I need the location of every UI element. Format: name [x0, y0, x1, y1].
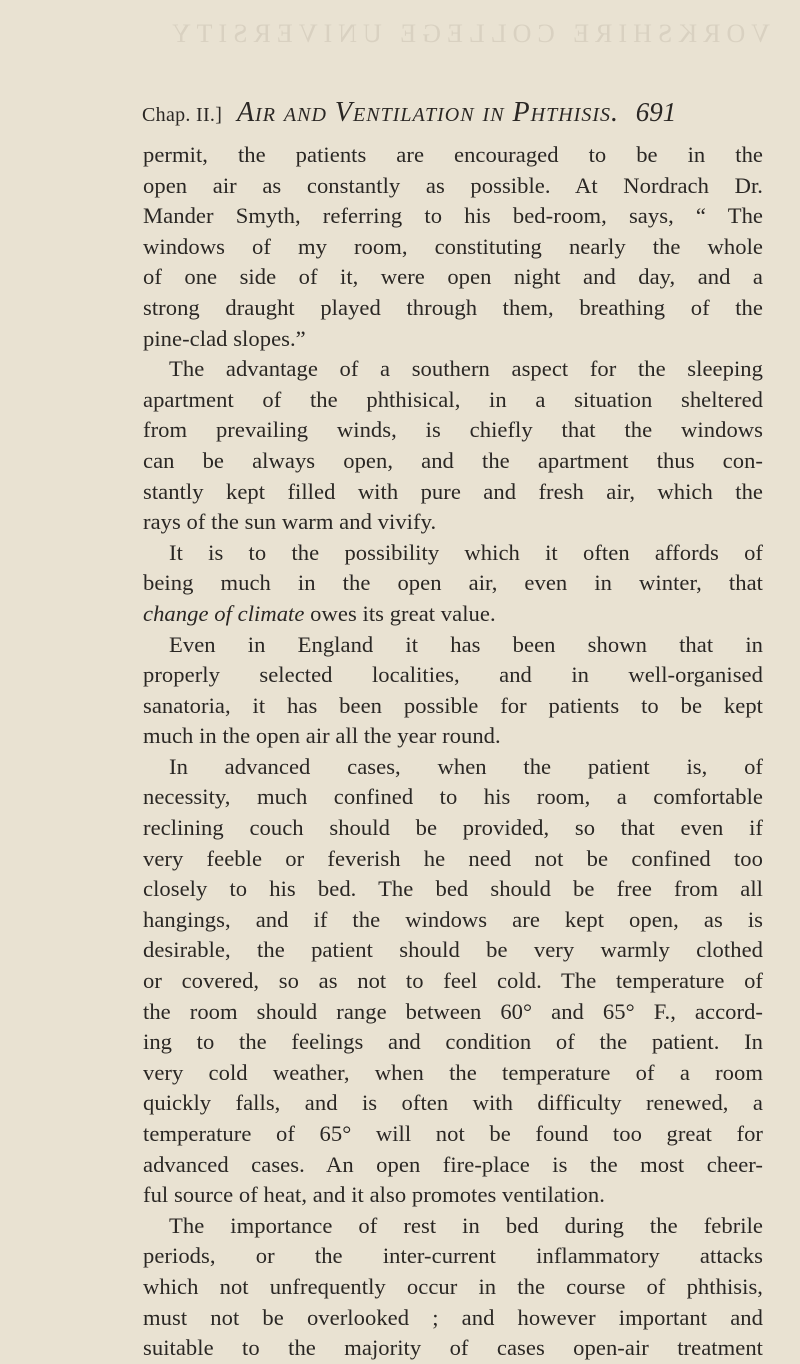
text-line: rays of the sun warm and vivify. [143, 509, 437, 535]
text-line: In advanced cases, when the patient is, of [169, 753, 763, 779]
text-line: can be always open, and the apartment thus con- [143, 447, 763, 473]
text-line: the room should range between 60° and 65° F., accord- [143, 998, 763, 1024]
text-line: desirable, the patient should be very warmly clothed [143, 937, 763, 963]
text-line: ful source of heat, and it also promotes ventilation. [143, 1182, 605, 1208]
text-line: ing to the feelings and condition of the patient. In [143, 1029, 763, 1055]
text-line: open air as constantly as possible. At Nordrach Dr. [143, 172, 763, 198]
text-run: owes its great value. [304, 600, 496, 626]
text-line: necessity, much confined to his room, a comfortable [143, 784, 763, 810]
text-line: of one side of it, were open night and day, and a [143, 264, 763, 290]
text-line: closely to his bed. The bed should be free from all [143, 876, 763, 902]
text-line: very cold weather, when the temperature of a room [143, 1059, 763, 1085]
text-line [143, 599, 763, 630]
text-line: The importance of rest in bed during the febrile [169, 1212, 763, 1238]
text-line: advanced cases. An open fire-place is the most cheer- [143, 1151, 763, 1177]
text-line: sanatoria, it has been possible for patients to be kept [143, 692, 763, 718]
page-number: 691 [635, 97, 677, 127]
text-line: temperature of 65° will not be found too great for [143, 1121, 763, 1146]
text-line: must not be overlooked ; and however important and [143, 1304, 763, 1330]
text-line: apartment of the phthisical, in a situation sheltered [143, 386, 763, 412]
chapter-label: Chap. II.] [142, 104, 223, 126]
text-line: or covered, so as not to feel cold. The temperature of [143, 968, 763, 994]
text-line: pine-clad slopes.” [143, 325, 306, 351]
text-line: permit, the patients are encouraged to be in the [143, 142, 763, 167]
text-line: The advantage of a southern aspect for the sleeping [169, 356, 763, 382]
text-line: stantly kept filled with pure and fresh air, which the [143, 478, 763, 504]
text-line: much in the open air all the year round. [143, 723, 501, 749]
text-line: suitable to the majority of cases open-air treatment [143, 1335, 763, 1361]
text-line: Mander Smyth, referring to his bed-room, says, “ The [143, 203, 763, 229]
text-line: hangings, and if the windows are kept open, as is [143, 906, 763, 932]
text-line: being much in the open air, even in winter, that [143, 570, 763, 596]
text-line: Even in England it has been shown that in [169, 631, 763, 657]
text-line: windows of my room, constituting nearly the whole [143, 233, 763, 259]
running-header [142, 92, 762, 132]
italic-phrase: change of climate [143, 600, 305, 626]
text-line: strong draught played through them, breathing of the [143, 294, 763, 320]
show-through-text: VORKSHIRE COLLEGE UNIVERSITY [165, 19, 770, 48]
text-line: quickly falls, and is often with difficulty renewed, a [143, 1090, 763, 1116]
running-title: Air and Ventilation in Phthisis. [236, 97, 619, 128]
text-line: periods, or the inter-current inflammatory attacks [143, 1243, 763, 1269]
text-line: very feeble or feverish he need not be confined too [143, 845, 763, 871]
text-line: which not unfrequently occur in the course of phthisis, [143, 1273, 763, 1299]
text-line: from prevailing winds, is chiefly that the windows [143, 417, 763, 443]
text-line: reclining couch should be provided, so that even if [143, 815, 763, 841]
text-line: It is to the possibility which it often affords of [169, 539, 763, 565]
body-text [143, 140, 763, 1364]
text-line: properly selected localities, and in well-organised [143, 662, 763, 688]
